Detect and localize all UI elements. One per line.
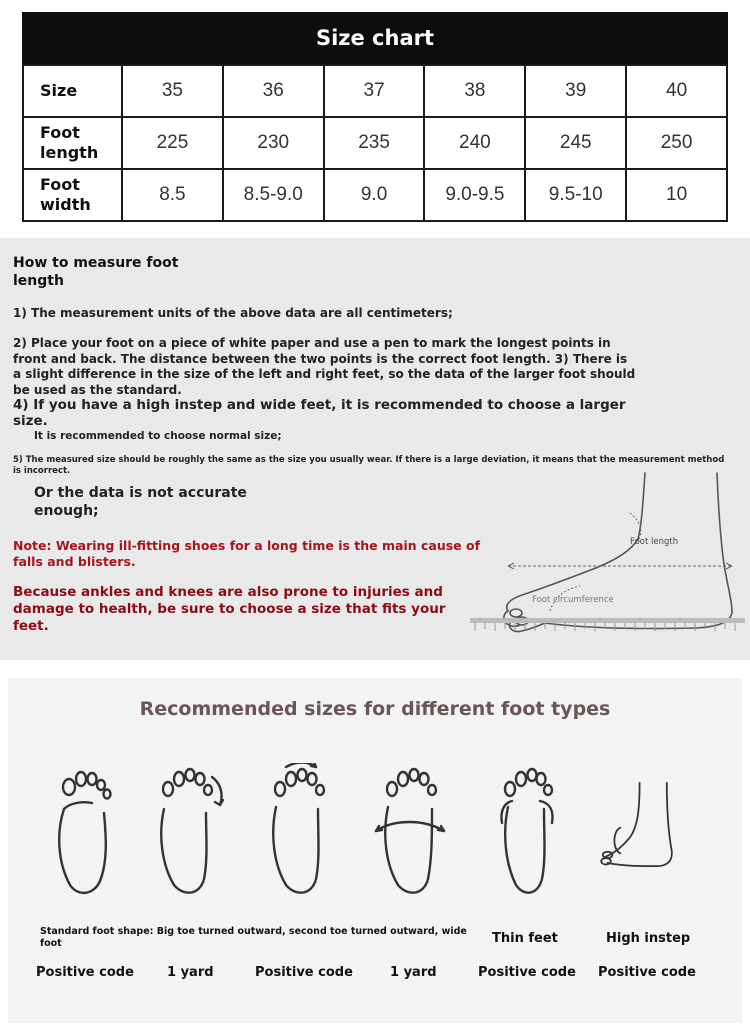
- measure-step-4: 4) If you have a high instep and wide feet, it is recommended to choose a larger size.: [13, 397, 626, 429]
- table-cell: 37: [324, 65, 425, 117]
- table-cell: 250: [626, 117, 727, 169]
- standard-foot-description: Standard foot shape: Big toe turned outward, second toe turned outward, wide foot: [40, 926, 467, 949]
- row-header: Foot width: [23, 169, 122, 221]
- size-code-2: 1 yard: [167, 965, 214, 980]
- row-header: Size: [23, 65, 122, 117]
- wide-foot-icon: [374, 763, 454, 898]
- size-chart: [22, 12, 728, 220]
- measure-section: [0, 238, 750, 660]
- warning-text: Because ankles and knees are also prone to injuries and damage to health, be sure to choose a size that fits your feet.: [13, 584, 446, 634]
- table-row-foot-width: [23, 169, 727, 221]
- table-cell: 235: [324, 117, 425, 169]
- table-cell: 39: [525, 65, 626, 117]
- second-toe-outward-foot-icon: [264, 763, 344, 898]
- table-row-size: [23, 65, 727, 117]
- table-cell: 35: [122, 65, 223, 117]
- measure-step-5: 5) The measured size should be roughly the same as the size you usually wear. If there is a large deviation, it means that the measurement method is incorrect.: [13, 455, 725, 476]
- size-code-6: Positive code: [598, 965, 696, 980]
- table-cell: 240: [424, 117, 525, 169]
- table-cell: 36: [223, 65, 324, 117]
- size-code-1: Positive code: [36, 965, 134, 980]
- table-cell: 230: [223, 117, 324, 169]
- measure-inaccurate: Or the data is not accurate enough;: [34, 485, 247, 519]
- size-code-5: Positive code: [478, 965, 576, 980]
- note-text: Note: Wearing ill-fitting shoes for a long time is the main cause of falls and blisters.: [13, 538, 481, 569]
- diagram-circumference-label: Foot circumference: [532, 595, 614, 605]
- size-code-3: Positive code: [255, 965, 353, 980]
- thin-feet-label: Thin feet: [492, 931, 558, 946]
- high-instep-label: High instep: [606, 931, 691, 946]
- measure-normal-size: It is recommended to choose normal size;: [34, 430, 282, 442]
- high-instep-foot-icon: [598, 763, 678, 898]
- table-cell: 9.0: [324, 169, 425, 221]
- foot-types-row: [8, 763, 742, 903]
- recommended-title: Recommended sizes for different foot types: [139, 698, 611, 720]
- foot-measure-diagram: [470, 471, 745, 636]
- table-cell: 40: [626, 65, 727, 117]
- table-cell: 9.0-9.5: [424, 169, 525, 221]
- size-table: [22, 64, 728, 222]
- recommended-section: [8, 678, 742, 1023]
- table-cell: 10: [626, 169, 727, 221]
- measure-step-1: 1) The measurement units of the above data are all centimeters;: [13, 306, 453, 320]
- measure-step-2: 2) Place your foot on a piece of white paper and use a pen to mark the longest points in front and back. The distance between the two points is the correct foot length. 3) There is a slight difference in the size of the left and right feet, so the data of the larger foot should be used as the standard.: [13, 336, 636, 397]
- table-row-foot-length: [23, 117, 727, 169]
- standard-foot-icon: [42, 763, 122, 898]
- big-toe-outward-foot-icon: [154, 763, 234, 898]
- diagram-length-label: Foot length: [630, 537, 679, 547]
- measure-title: How to measure foot length: [13, 255, 179, 289]
- table-cell: 38: [424, 65, 525, 117]
- row-header: Foot length: [23, 117, 122, 169]
- table-cell: 225: [122, 117, 223, 169]
- thin-foot-icon: [490, 763, 570, 898]
- table-cell: 8.5-9.0: [223, 169, 324, 221]
- table-cell: 245: [525, 117, 626, 169]
- size-chart-title: Size chart: [22, 12, 728, 64]
- table-cell: 9.5-10: [525, 169, 626, 221]
- size-code-4: 1 yard: [390, 965, 437, 980]
- table-cell: 8.5: [122, 169, 223, 221]
